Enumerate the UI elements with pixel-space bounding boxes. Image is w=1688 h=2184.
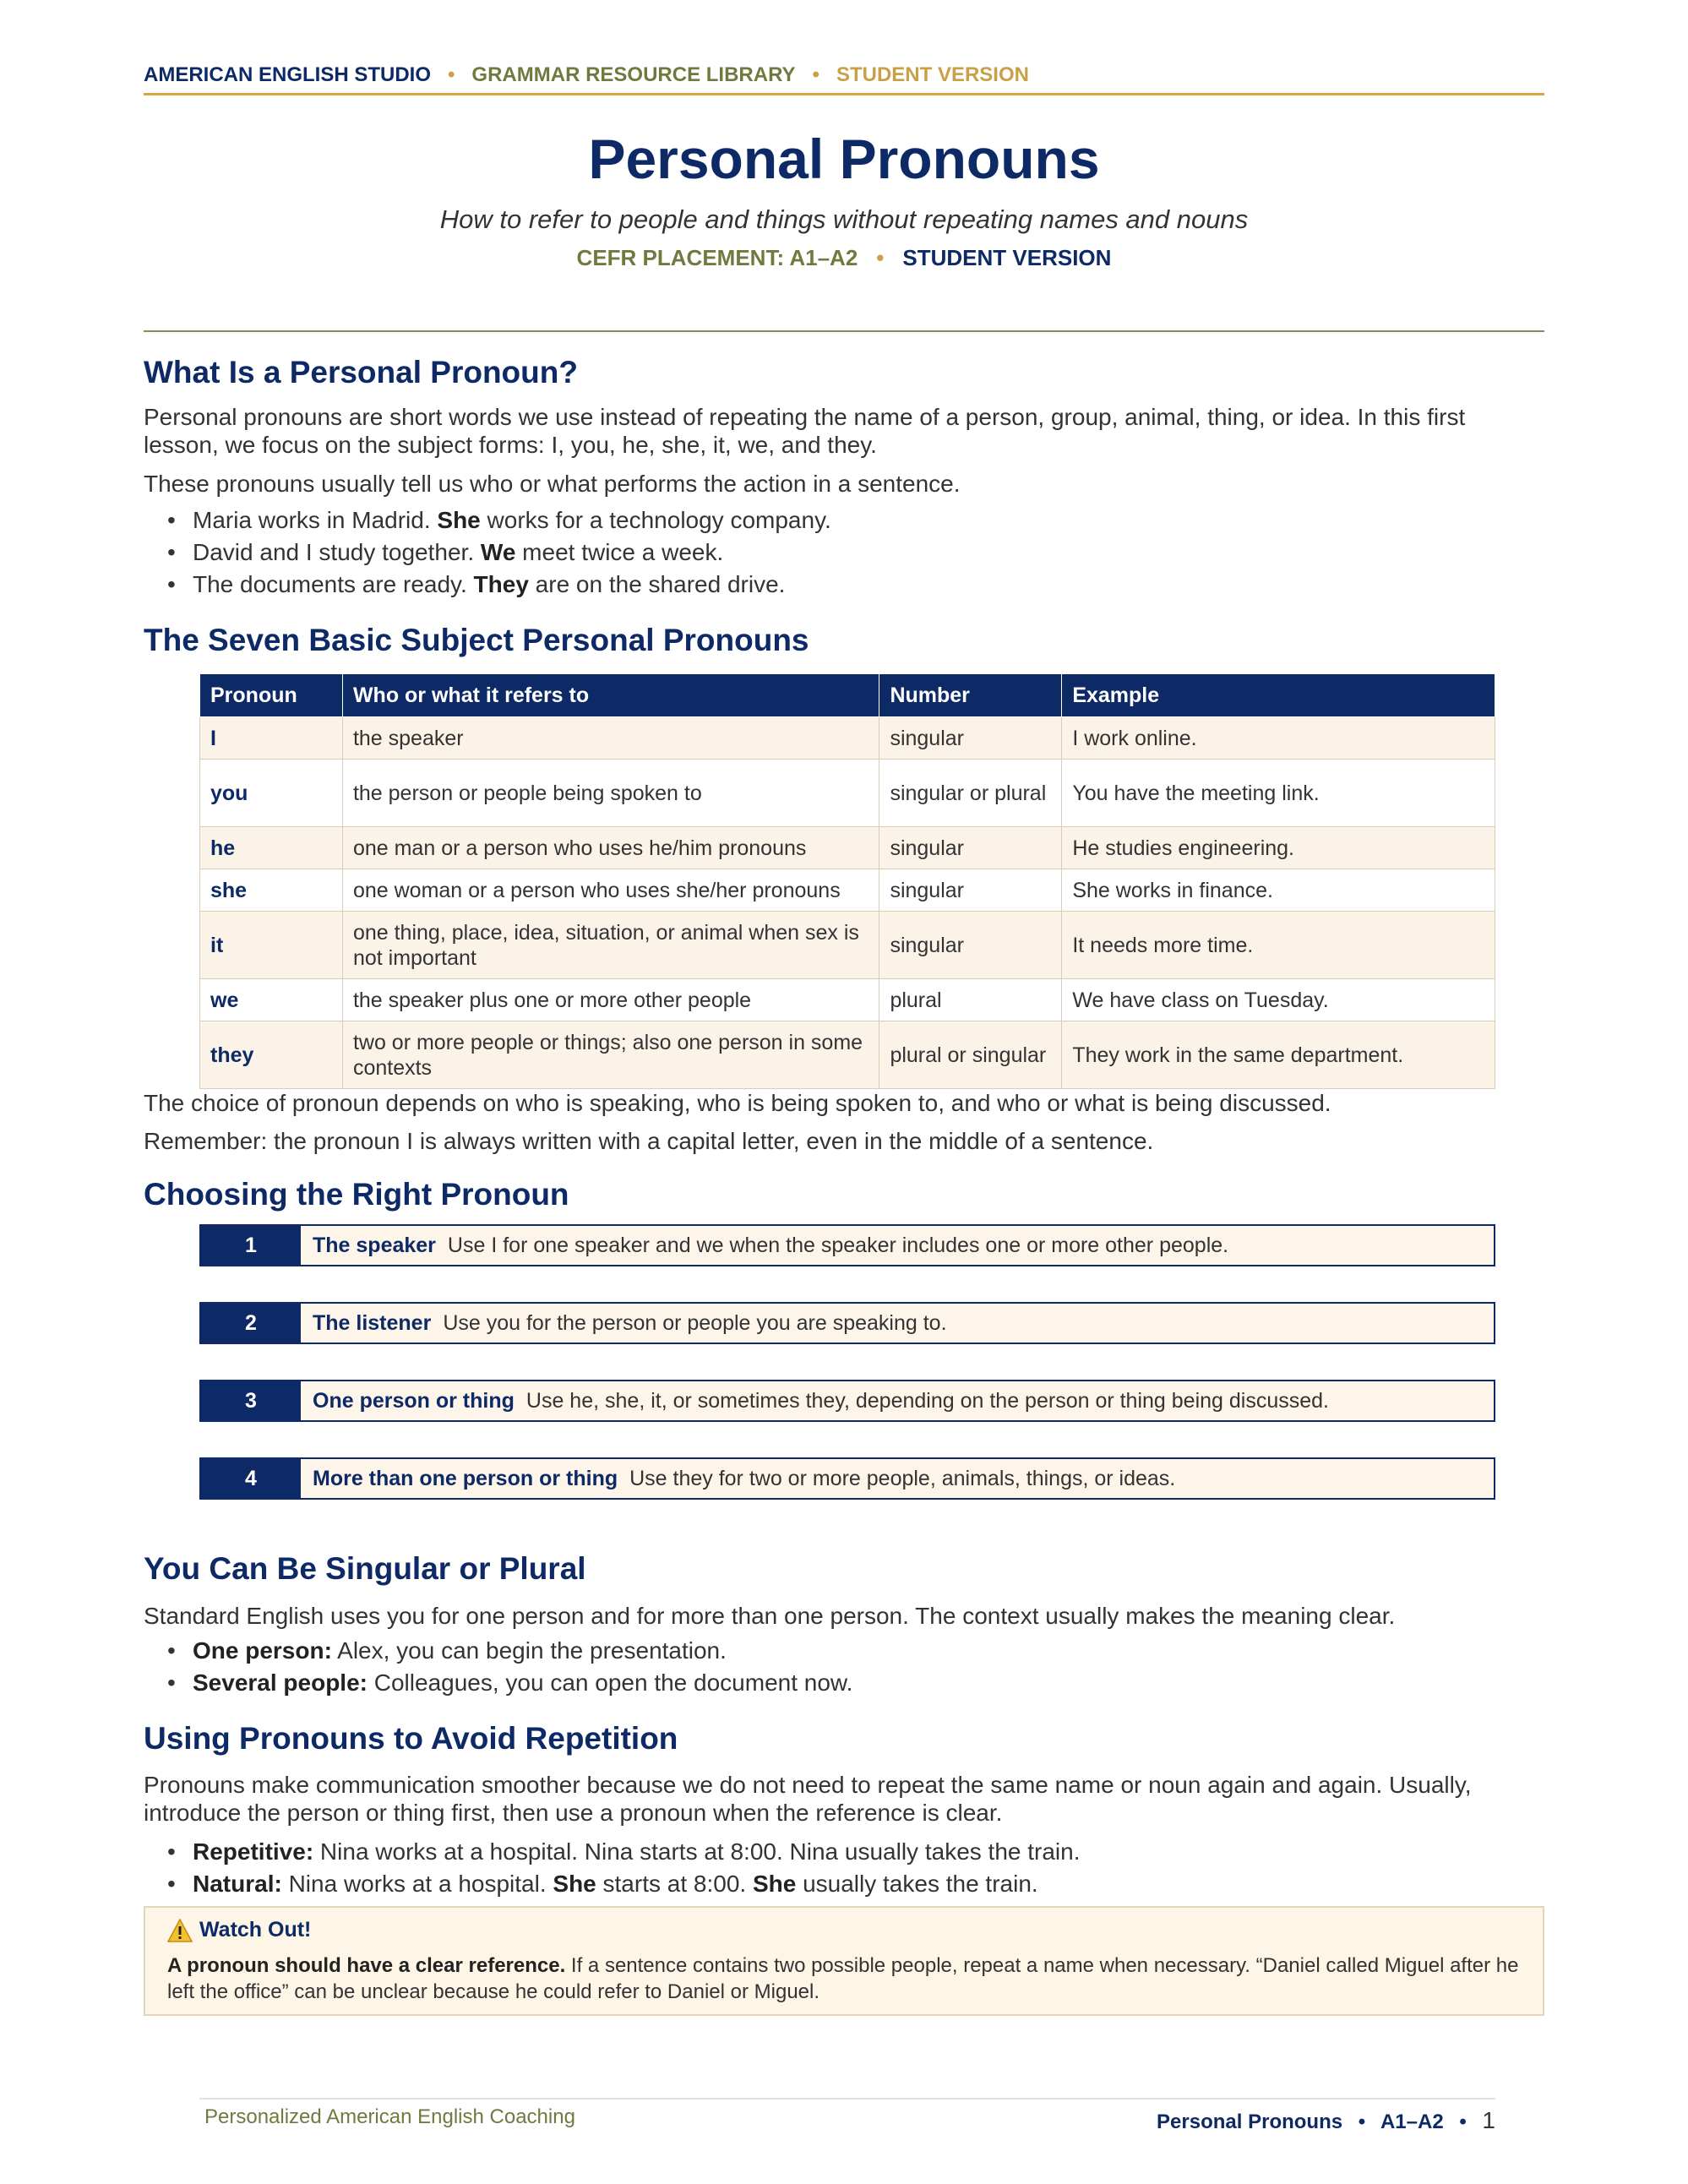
section5-paragraph: Pronouns make communication smoother because we do not need to repeat the same name or noun again and again. Usually, introduce the person or thing first, then use a pronoun when the reference is clear. [144,1772,1472,1826]
step-box-4 [199,1457,1495,1500]
library-name: GRAMMAR RESOURCE LIBRARY [471,63,796,86]
step-number: 4 [201,1459,301,1498]
step-number: 1 [201,1226,301,1265]
list-item: • David and I study together. We meet twice a week. [144,536,831,569]
placement-line [144,245,1544,271]
section4-list [144,1635,852,1699]
top-header [144,56,1544,95]
footer-separator: • [1358,2110,1366,2133]
step-box-3 [199,1380,1495,1422]
table-row: I the speaker singular I work online. [200,717,1495,760]
table-note-1: The choice of pronoun depends on who is speaking, who is being spoken to, and who or what is being discussed. [144,1090,1331,1116]
table-row: we the speaker plus one or more other people plural We have class on Tuesday. [200,979,1495,1021]
header-rule [144,93,1544,95]
list-item: • Several people: Colleagues, you can open the document now. [144,1667,852,1699]
footer-left-text: Personalized American English Coaching [204,2105,575,2128]
step-description: Use they for two or more people, animals, things, or ideas. [629,1466,1176,1490]
header-separator: • [448,63,455,86]
step-title: The listener [313,1310,432,1335]
table-row: you the person or people being spoken to singular or plural You have the meeting link. [200,760,1495,827]
footer-level: A1–A2 [1380,2110,1444,2133]
section-heading-avoid-repetition: Using Pronouns to Avoid Repetition [144,1721,678,1756]
placement-version: STUDENT VERSION [902,245,1112,270]
brand-name: AMERICAN ENGLISH STUDIO [144,63,432,86]
header-version: STUDENT VERSION [836,63,1029,86]
step-description: Use I for one speaker and we when the speaker includes one or more other people. [447,1233,1229,1257]
pronoun-table [199,673,1495,1089]
step-title: More than one person or thing [313,1466,618,1490]
table-row: he one man or a person who uses he/him pronouns singular He studies engineering. [200,827,1495,869]
table-row: she one woman or a person who uses she/her pronouns singular She works in finance. [200,869,1495,912]
cefr-level: CEFR PLACEMENT: A1–A2 [576,245,858,270]
column-header: Pronoun [200,674,343,717]
title-rule [144,330,1544,332]
column-header: Number [879,674,1062,717]
table-note-2: Remember: the pronoun I is always written with a capital letter, even in the middle of a sentence. [144,1128,1154,1154]
footer-separator-2: • [1459,2110,1467,2133]
section1-paragraph-2: These pronouns usually tell us who or what performs the action in a sentence. [144,471,961,497]
page-title: Personal Pronouns [588,128,1100,190]
section-heading-you-singular-plural: You Can Be Singular or Plural [144,1551,586,1586]
section1-examples [144,504,831,601]
step-box-1 [199,1224,1495,1266]
footer-right [1157,2107,1495,2134]
callout-body: A pronoun should have a clear reference. If a sentence contains two possible people, repeat a name when necessary. “Daniel called Miguel after he left the office” can be unclear because he could refer to Daniel or Miguel. [167,1954,1519,2003]
list-item: • The documents are ready. They are on the shared drive. [144,569,831,601]
section4-paragraph: Standard English uses you for one person and for more than one person. The context usually makes the meaning clear. [144,1603,1396,1629]
step-title: The speaker [313,1233,436,1257]
column-header: Who or what it refers to [342,674,879,717]
table-row: they two or more people or things; also one person in some contexts plural or singular They work in the same department. [200,1021,1495,1089]
step-number: 2 [201,1304,301,1343]
header-separator-2: • [812,63,819,86]
placement-separator: • [876,245,885,270]
section-heading-what-is: What Is a Personal Pronoun? [144,355,578,389]
section-heading-choosing: Choosing the Right Pronoun [144,1177,569,1212]
warning-icon [167,1919,193,1942]
callout-title: Watch Out! [199,1918,312,1942]
section-heading-seven-pronouns: The Seven Basic Subject Personal Pronouns [144,623,809,657]
step-box-2 [199,1302,1495,1344]
watch-out-callout [144,1906,1544,2016]
list-item: • Repetitive: Nina works at a hospital. Nina starts at 8:00. Nina usually takes the train. [144,1836,1081,1868]
column-header: Example [1062,674,1495,717]
list-item: • Maria works in Madrid. She works for a technology company. [144,504,831,536]
page-number: 1 [1482,2107,1495,2133]
step-description: Use you for the person or people you are speaking to. [443,1310,947,1335]
page-subtitle: How to refer to people and things without repeating names and nouns [439,204,1249,234]
table-row: it one thing, place, idea, situation, or animal when sex is not important singular It needs more time. [200,912,1495,979]
step-title: One person or thing [313,1388,515,1413]
section5-list [144,1836,1081,1900]
list-item: • One person: Alex, you can begin the presentation. [144,1635,852,1667]
section1-paragraph-1: Personal pronouns are short words we use instead of repeating the name of a person, group, animal, thing, or idea. In this first lesson, we focus on the subject forms: I, you, he, she, it, we, and they. [144,404,1466,458]
table-header-row [200,674,1495,717]
footer-title: Personal Pronouns [1157,2110,1343,2133]
document-page [144,0,1544,2184]
step-description: Use he, she, it, or sometimes they, depending on the person or thing being discussed. [525,1388,1330,1413]
footer-rule [199,2098,1495,2100]
step-number: 3 [201,1381,301,1420]
list-item: • Natural: Nina works at a hospital. She starts at 8:00. She usually takes the train. [144,1868,1081,1900]
